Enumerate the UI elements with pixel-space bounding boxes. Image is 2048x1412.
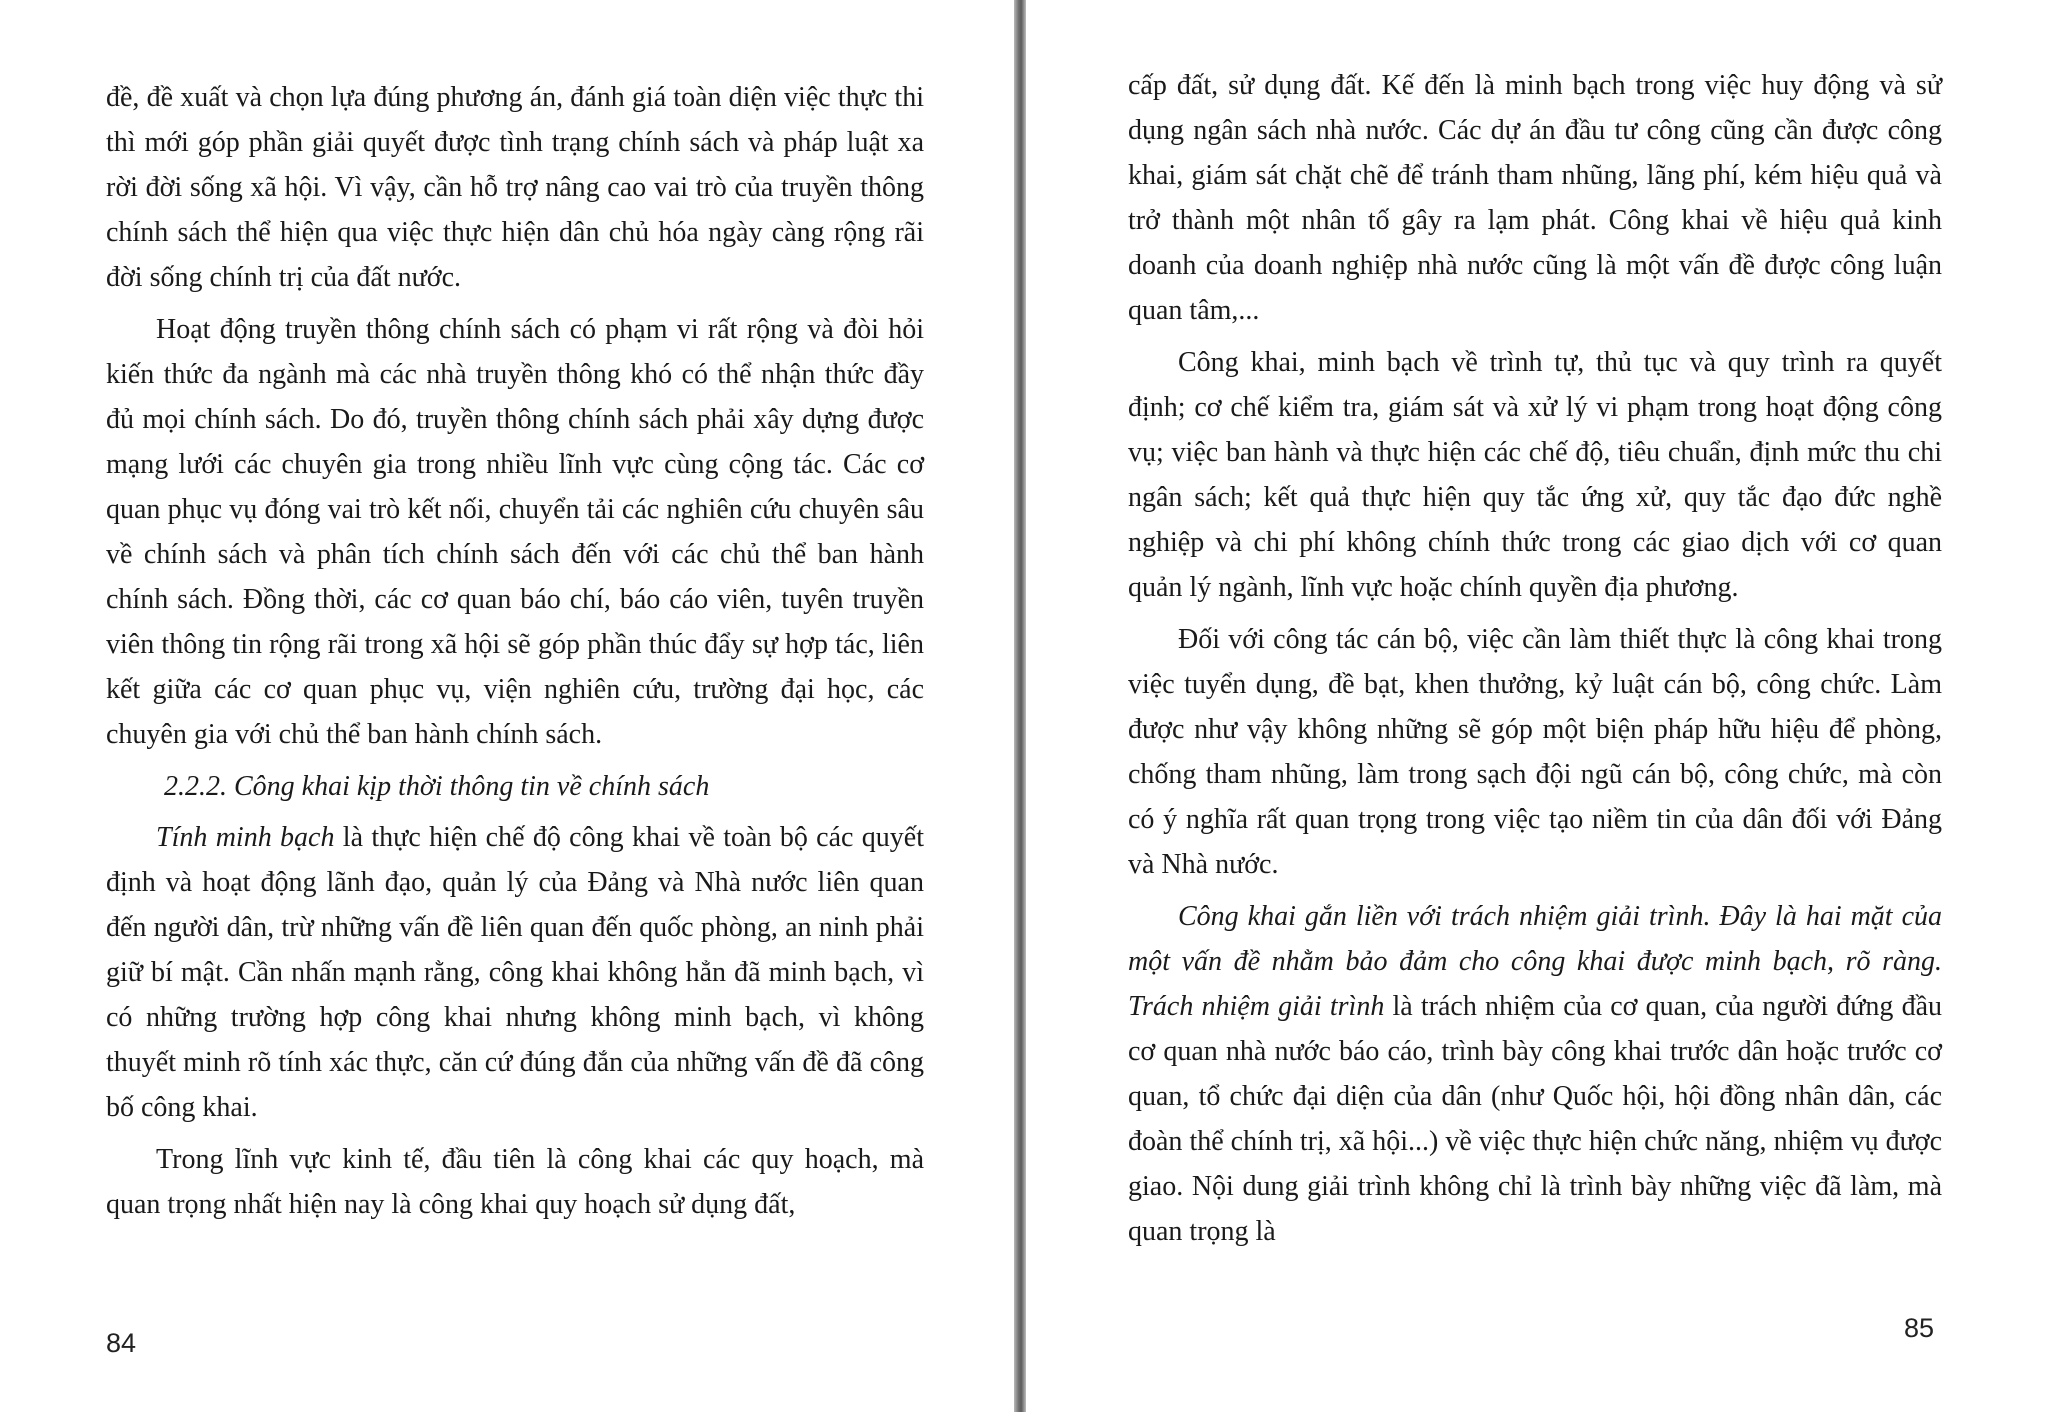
paragraph-text: là trách nhiệm của cơ quan, của người đứng đầu cơ quan nhà nước báo cáo, trình bày công khai trước dân hoặc trước cơ quan, tổ chức đại diện của dân (như Quốc hội, hội đồng nhân dân, các đoàn thể chính trị, xã hội...) về việc thực hiện chức năng, nhiệm vụ được giao. Nội dung giải trình không chỉ là trình bày những việc đã làm, mà quan trọng là <box>1128 991 1942 1247</box>
italic-lead: Công khai gắn liền với trách nhiệm giải trình. Đây là hai mặt của một vấn đề nhằm bảo đảm cho công khai được minh bạch, rõ ràng. Trách nhiệm giải trình <box>1128 901 1942 1022</box>
right-page-body <box>1128 63 1942 1261</box>
paragraph <box>1128 894 1942 1254</box>
left-page-body <box>106 75 924 1234</box>
paragraph: Đối với công tác cán bộ, việc cần làm thiết thực là công khai trong việc tuyển dụng, đề bạt, khen thưởng, kỷ luật cán bộ, công chức. Làm được như vậy không những sẽ góp một biện pháp hữu hiệu để phòng, chống tham nhũng, làm trong sạch đội ngũ cán bộ, công chức, mà còn có ý nghĩa rất quan trọng trong việc tạo niềm tin của dân đối với Đảng và Nhà nước. <box>1128 624 1942 880</box>
paragraph: Trong lĩnh vực kinh tế, đầu tiên là công khai các quy hoạch, mà quan trọng nhất hiện nay là công khai quy hoạch sử dụng đất, <box>106 1144 924 1220</box>
paragraph: cấp đất, sử dụng đất. Kế đến là minh bạch trong việc huy động và sử dụng ngân sách nhà nước. Các dự án đầu tư công cũng cần được công khai, giám sát chặt chẽ để tránh tham nhũng, lãng phí, kém hiệu quả và trở thành một nhân tố gây ra lạm phát. Công khai về hiệu quả kinh doanh của doanh nghiệp nhà nước cũng là một vấn đề được công luận quan tâm,... <box>1128 70 1942 326</box>
left-page <box>0 0 1014 1412</box>
book-gutter <box>1014 0 1026 1412</box>
page-number: 85 <box>1904 1313 1935 1343</box>
section-heading: 2.2.2. Công khai kịp thời thông tin về chính sách <box>164 771 710 802</box>
paragraph <box>106 815 924 1130</box>
right-page <box>1026 0 2048 1412</box>
paragraph: Công khai, minh bạch về trình tự, thủ tục và quy trình ra quyết định; cơ chế kiểm tra, giám sát và xử lý vi phạm trong hoạt động công vụ; việc ban hành và thực hiện các chế độ, tiêu chuẩn, định mức thu chi ngân sách; kết quả thực hiện quy tắc ứng xử, quy tắc đạo đức nghề nghiệp và chi phí không chính thức trong các giao dịch với cơ quan quản lý ngành, lĩnh vực hoặc chính quyền địa phương. <box>1128 347 1942 603</box>
paragraph: đề, đề xuất và chọn lựa đúng phương án, đánh giá toàn diện việc thực thi thì mới góp phần giải quyết được tình trạng chính sách và pháp luật xa rời đời sống xã hội. Vì vậy, cần hỗ trợ nâng cao vai trò của truyền thông chính sách thể hiện qua việc thực hiện dân chủ hóa ngày càng rộng rãi đời sống chính trị của đất nước. <box>106 82 924 293</box>
paragraph-text: là thực hiện chế độ công khai về toàn bộ các quyết định và hoạt động lãnh đạo, quản lý của Đảng và Nhà nước liên quan đến người dân, trừ những vấn đề liên quan đến quốc phòng, an ninh phải giữ bí mật. Cần nhấn mạnh rằng, công khai không hẳn đã minh bạch, vì có những trường hợp công khai nhưng không minh bạch, vì không thuyết minh rõ tính xác thực, căn cứ đúng đắn của những vấn đề đã công bố công khai. <box>106 822 924 1123</box>
page-number: 84 <box>106 1328 137 1358</box>
paragraph: Hoạt động truyền thông chính sách có phạm vi rất rộng và đòi hỏi kiến thức đa ngành mà các nhà truyền thông khó có thể nhận thức đầy đủ mọi chính sách. Do đó, truyền thông chính sách phải xây dựng được mạng lưới các chuyên gia trong nhiều lĩnh vực cùng cộng tác. Các cơ quan phục vụ đóng vai trò kết nối, chuyển tải các nghiên cứu chuyên sâu về chính sách và phân tích chính sách đến với các chủ thể ban hành chính sách. Đồng thời, các cơ quan báo chí, báo cáo viên, tuyên truyền viên thông tin rộng rãi trong xã hội sẽ góp phần thúc đẩy sự hợp tác, liên kết giữa các cơ quan phục vụ, viện nghiên cứu, trường đại học, các chuyên gia với chủ thể ban hành chính sách. <box>106 314 924 750</box>
defined-term: Tính minh bạch <box>156 822 335 853</box>
